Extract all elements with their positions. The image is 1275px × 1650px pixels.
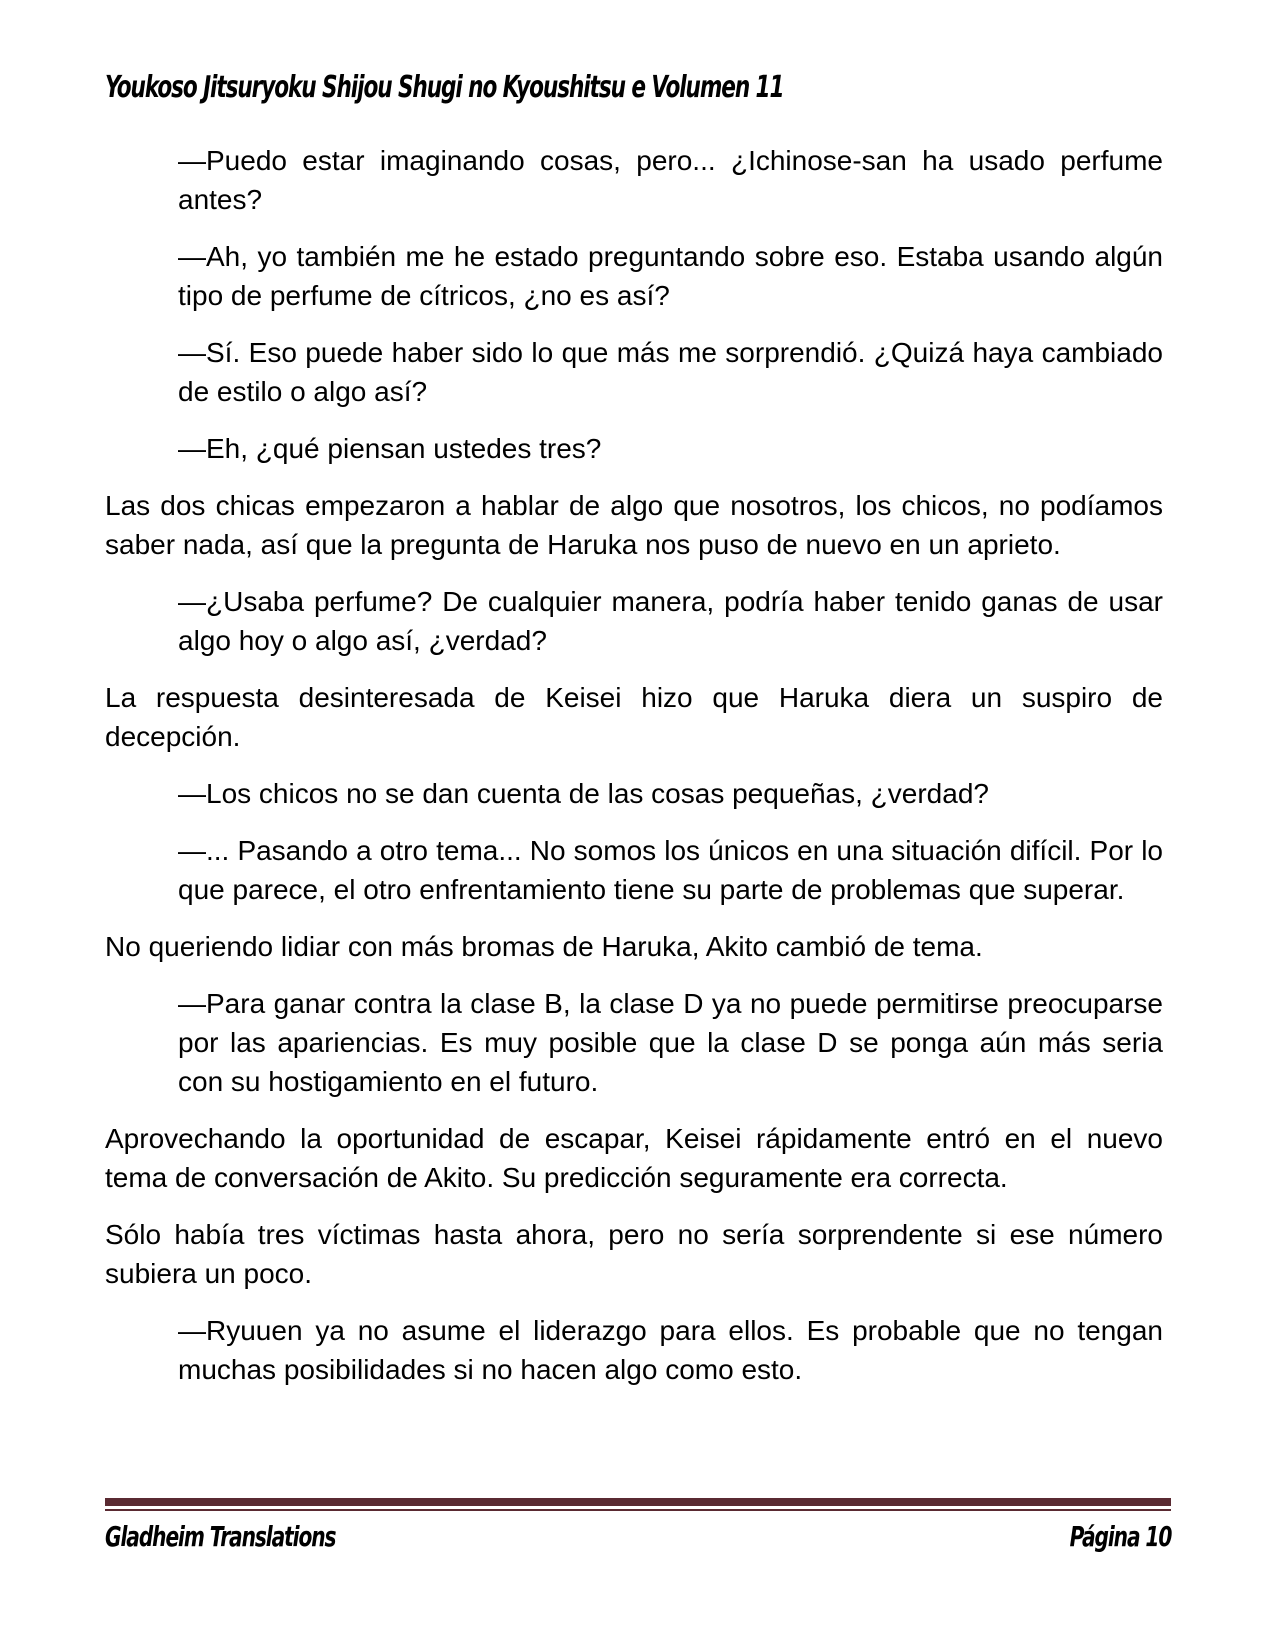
paragraph-dialogue: —... Pasando a otro tema... No somos los únicos en una situación difícil. Por lo que parece, el otro enfrentamiento tiene su parte de problemas que superar. (178, 835, 1163, 905)
page-footer (105, 1498, 1171, 1553)
document-body (105, 141, 1163, 1407)
footer-translator-name: Gladheim Translations (105, 1520, 336, 1553)
paragraph-narration: Aprovechando la oportunidad de escapar, Keisei rápidamente entró en el nuevo tema de conversación de Akito. Su predicción seguramente era correcta. (105, 1123, 1163, 1193)
paragraph-dialogue: —Ryuuen ya no asume el liderazgo para ellos. Es probable que no tengan muchas posibilidades si no hacen algo como esto. (178, 1315, 1163, 1385)
document-title: Youkoso Jitsuryoku Shijou Shugi no Kyoushitsu e Volumen 11 (105, 70, 784, 105)
page-header (105, 70, 1170, 105)
footer-divider-thin (105, 1509, 1171, 1511)
paragraph-dialogue: —Ah, yo también me he estado preguntando sobre eso. Estaba usando algún tipo de perfume de cítricos, ¿no es así? (178, 241, 1163, 311)
paragraph-dialogue: —Eh, ¿qué piensan ustedes tres? (178, 433, 602, 464)
paragraph-dialogue: —Los chicos no se dan cuenta de las cosas pequeñas, ¿verdad? (178, 778, 989, 809)
paragraph-narration: La respuesta desinteresada de Keisei hizo que Haruka diera un suspiro de decepción. (105, 682, 1163, 752)
paragraph-dialogue: —Sí. Eso puede haber sido lo que más me sorprendió. ¿Quizá haya cambiado de estilo o algo así? (178, 337, 1163, 407)
footer-divider-thick (105, 1498, 1171, 1506)
footer-page-number: Página 10 (1069, 1520, 1171, 1553)
paragraph-narration: Sólo había tres víctimas hasta ahora, pero no sería sorprendente si ese número subiera un poco. (105, 1219, 1163, 1289)
paragraph-narration: No queriendo lidiar con más bromas de Haruka, Akito cambió de tema. (105, 931, 983, 962)
paragraph-dialogue: —Puedo estar imaginando cosas, pero... ¿Ichinose-san ha usado perfume antes? (178, 145, 1163, 215)
paragraph-dialogue: —¿Usaba perfume? De cualquier manera, podría haber tenido ganas de usar algo hoy o algo así, ¿verdad? (178, 586, 1163, 656)
paragraph-narration: Las dos chicas empezaron a hablar de algo que nosotros, los chicos, no podíamos saber nada, así que la pregunta de Haruka nos puso de nuevo en un aprieto. (105, 490, 1163, 560)
paragraph-dialogue: —Para ganar contra la clase B, la clase D ya no puede permitirse preocuparse por las apariencias. Es muy posible que la clase D se ponga aún más seria con su hostigamiento en el futuro. (178, 988, 1163, 1097)
